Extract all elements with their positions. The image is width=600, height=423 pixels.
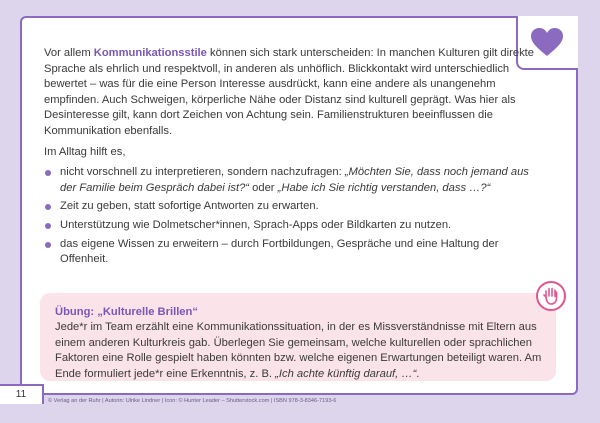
bullet-dot-icon bbox=[45, 170, 51, 176]
list-item: Unterstützung wie Dolmetscher*innen, Sprach-Apps oder Bildkarten zu nutzen. bbox=[44, 218, 544, 234]
bullet-dot-icon bbox=[45, 223, 51, 229]
intro-paragraph: Vor allem Kommunikationsstile können sich stark unterscheiden: In manchen Kulturen gilt direkte Sprache als ehrlich und respektvoll, in anderen als unhöflich. Blickkontakt wird unterschiedlich bewertet – was für die eine Person Interesse ausdrückt, kann eine andere als unangenehm empfinden. Auch Schweigen, körperliche Nähe oder Distanz sind kulturell geprägt. Was hier als Desinteresse gilt, kann dort Zeichen von Achtung sein. Familienstrukturen beeinflussen die Kommunikation ebenfalls. bbox=[44, 47, 534, 137]
list-item: nicht vorschnell zu interpretieren, sondern nachzufragen: „Möchten Sie, dass noch jemand aus der Familie beim Gespräch dabei ist?“ oder „Habe ich Sie richtig verstanden, dass …?“ bbox=[44, 165, 544, 196]
exercise-body: Jede*r im Team erzählt eine Kommunikationssituation, in der es Missverständnisse mit Eltern aus einem anderen Kulturkreis gab. Überlegen Sie gemeinsam, welche kulturellen oder sprachlichen Faktoren eine Rolle gespielt haben könnten bzw. welche eigenen Erwartungen beteiligt waren. Am Ende formuliert jede*r eine Erkenntnis, z. B. „Ich achte künftig darauf, …“. bbox=[55, 321, 542, 380]
footer-credits: © Verlag an der Ruhr | Autorin: Ulrike Lindner | Icon: © Hunter Leader – Shutterstock.com | ISBN 978-3-8346-7193-6 bbox=[48, 398, 337, 404]
exercise-title: Übung: „Kulturelle Brillen“ bbox=[55, 306, 198, 318]
hand-stop-icon bbox=[536, 281, 566, 311]
page-number: 11 bbox=[0, 384, 44, 404]
main-text bbox=[44, 46, 544, 271]
tips-list bbox=[44, 165, 544, 268]
keyword-highlight: Kommunikationsstile bbox=[93, 47, 207, 59]
alltag-intro: Im Alltag hilft es, bbox=[44, 145, 126, 158]
list-item: das eigene Wissen zu erweitern – durch Fortbildungen, Gespräche und eine Haltung der Offenheit. bbox=[44, 237, 544, 268]
bullet-dot-icon bbox=[45, 242, 51, 248]
exercise-box bbox=[40, 293, 556, 381]
bullet-dot-icon bbox=[45, 204, 51, 210]
list-item: Zeit zu geben, statt sofortige Antworten zu erwarten. bbox=[44, 199, 544, 215]
content-card bbox=[20, 16, 578, 395]
